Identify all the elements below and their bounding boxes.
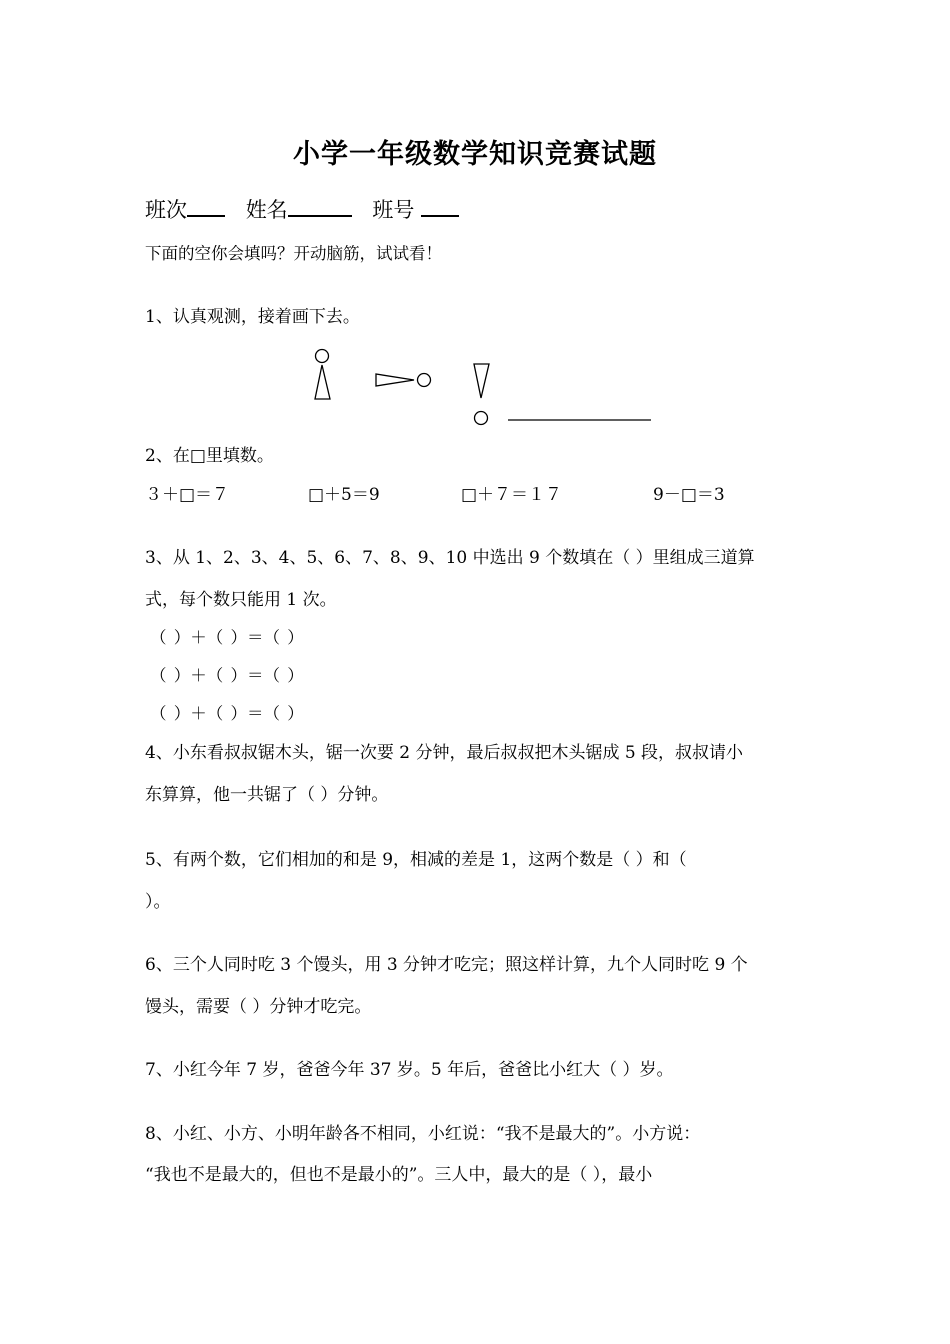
q3-equation-row-3: （ ）＋（ ）＝（ ） — [150, 704, 304, 723]
question-5-line-1: 5、有两个数，它们相加的和是 9，相减的差是 1，这两个数是（ ）和（ — [145, 850, 687, 870]
intro-text: 下面的空你会填吗？开动脑筋，试试看！ — [145, 244, 442, 263]
number-label: 班号 — [372, 198, 415, 222]
class-blank[interactable] — [187, 195, 225, 217]
figure-2-triangle — [376, 374, 414, 386]
figure-1-circle — [316, 350, 329, 363]
question-6-line-2: 馒头，需要（ ）分钟才吃完。 — [145, 997, 372, 1017]
equation-1: ３＋□＝７ — [145, 485, 230, 505]
number-blank[interactable] — [421, 195, 459, 217]
student-info — [145, 194, 473, 224]
q3-equation-row-2: （ ）＋（ ）＝（ ） — [150, 666, 304, 685]
question-1: 1、认真观测，接着画下去。 — [145, 307, 360, 327]
figure-right-triangle — [376, 374, 431, 387]
figure-down-triangle — [474, 364, 489, 425]
name-label: 姓名 — [245, 198, 288, 222]
equation-4: 9－□＝3 — [653, 485, 725, 505]
figure-1-triangle — [315, 365, 330, 399]
equation-2: □＋5＝9 — [308, 485, 380, 505]
name-blank[interactable] — [288, 195, 352, 217]
question-4-line-1: 4、小东看叔叔锯木头，锯一次要 2 分钟，最后叔叔把木头锯成 5 段，叔叔请小 — [145, 743, 744, 763]
figure-2-circle — [418, 374, 431, 387]
question-3-line-1: 3、从 1、2、3、4、5、6、7、8、9、10 中选出 9 个数填在（ ）里组成三道算 — [145, 548, 755, 568]
equation-3: □＋７＝１７ — [461, 485, 563, 505]
question-2: 2、在□里填数。 — [145, 446, 274, 466]
figure-up-triangle — [315, 350, 330, 400]
class-label: 班次 — [145, 198, 187, 222]
question-4-line-2: 东算算，他一共锯了（ ）分钟。 — [145, 785, 389, 805]
figure-3-triangle — [474, 364, 489, 398]
page-title: 小学一年级数学知识竞赛试题 — [293, 139, 657, 170]
question-8-line-1: 8、小红、小方、小明年龄各不相同，小红说：“我不是最大的”。小方说： — [145, 1124, 701, 1144]
figure-3-circle — [475, 412, 488, 425]
question-5-line-2: ）。 — [145, 892, 171, 912]
question-7: 7、小红今年 7 岁，爸爸今年 37 岁。5 年后，爸爸比小红大（ ）岁。 — [145, 1060, 674, 1080]
question-8-line-2: “我也不是最大的，但也不是最小的”。三人中，最大的是（ ），最小 — [145, 1165, 653, 1185]
question-3-line-2: 式，每个数只能用 1 次。 — [145, 590, 337, 610]
q3-equation-row-1: （ ）＋（ ）＝（ ） — [150, 628, 304, 647]
question-6-line-1: 6、三个人同时吃 3 个馒头，用 3 分钟才吃完；照这样计算，九个人同时吃 9 个 — [145, 955, 748, 975]
